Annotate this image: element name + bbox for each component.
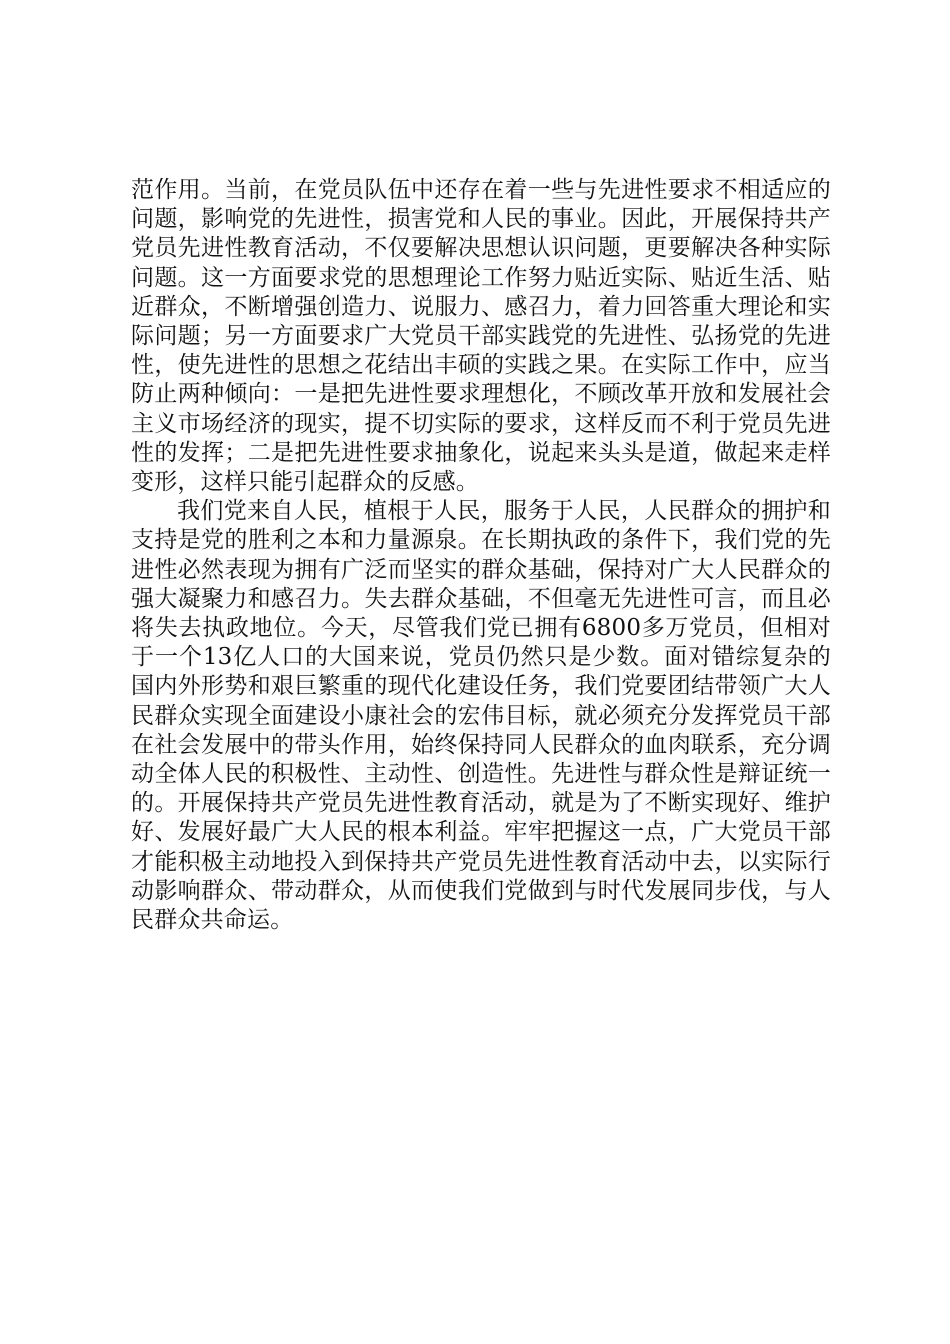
document-body: [131, 176, 831, 935]
paragraph-continuation: 范作用。当前，在党员队伍中还存在着一些与先进性要求不相适应的问题，影响党的先进性，损害党和人民的事业。因此，开展保持共产党员先进性教育活动，不仅要解决思想认识问题，更要解决各种实际问题。这一方面要求党的思想理论工作努力贴近实际、贴近生活、贴近群众，不断增强创造力、说服力、感召力，着力回答重大理论和实际问题；另一方面要求广大党员干部实践党的先进性、弘扬党的先进性，使先进性的思想之花结出丰硕的实践之果。在实际工作中，应当防止两种倾向：一是把先进性要求理想化，不顾改革开放和发展社会主义市场经济的现实，提不切实际的要求，这样反而不利于党员先进性的发挥；二是把先进性要求抽象化，说起来头头是道，做起来走样变形，这样只能引起群众的反感。: [131, 177, 831, 496]
paragraph-people-foundation: 我们党来自人民，植根于人民，服务于人民，人民群众的拥护和支持是党的胜利之本和力量源泉。在长期执政的条件下，我们党的先进性必然表现为拥有广泛而坚实的群众基础，保持对广大人民群众的强大凝聚力和感召力。失去群众基础，不但毫无先进性可言，而且必将失去执政地位。今天，尽管我们党已拥有6800多万党员，但相对于一个13亿人口的大国来说，党员仍然只是少数。面对错综复杂的国内外形势和艰巨繁重的现代化建设任务，我们党要团结带领广大人民群众实现全面建设小康社会的宏伟目标，就必须充分发挥党员干部在社会发展中的带头作用，始终保持同人民群众的血肉联系，充分调动全体人民的积极性、主动性、创造性。先进性与群众性是辩证统一的。开展保持共产党员先进性教育活动，就是为了不断实现好、维护好、发展好最广大人民的根本利益。牢牢把握这一点，广大党员干部才能积极主动地投入到保持共产党员先进性教育活动中去，以实际行动影响群众、带动群众，从而使我们党做到与时代发展同步伐，与人民群众共命运。: [131, 498, 831, 934]
